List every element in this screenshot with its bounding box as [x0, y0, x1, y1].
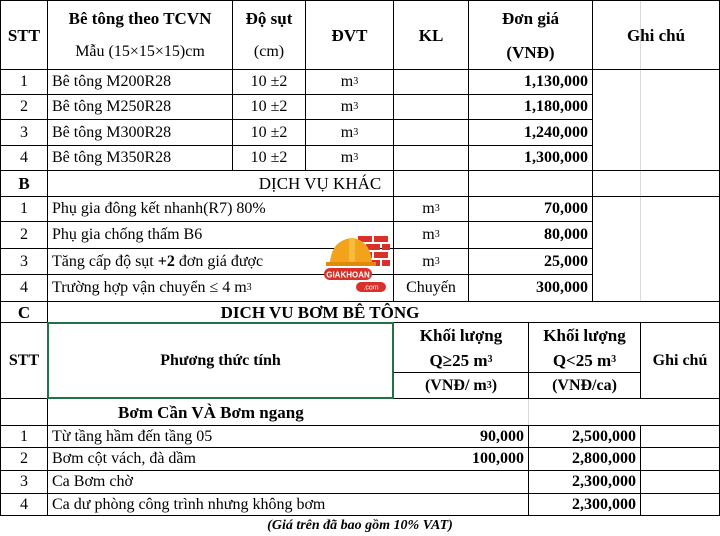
row-v1: 90,000 [480, 427, 524, 445]
row-name: Ca dư phòng công trình nhưng không bơm [52, 495, 326, 513]
row-stt: 2 [20, 450, 28, 467]
row-name: Từ tầng hầm đến tầng 05 [52, 427, 213, 445]
logo-text: GIAKHOAN [326, 270, 370, 280]
row-stt: 2 [20, 98, 28, 115]
row-price: 1,240,000 [524, 123, 588, 141]
row-name: Bê tông M300R28 [52, 123, 172, 141]
header-slump-unit: (cm) [253, 43, 285, 60]
row-price: 300,000 [536, 279, 588, 296]
row-slump: 10 ±2 [250, 123, 288, 141]
header-price-unit: (VNĐ) [506, 42, 555, 62]
header-unit: ĐVT [331, 25, 368, 45]
row-stt: 3 [20, 252, 28, 270]
row-stt: 2 [20, 226, 28, 243]
row-name: Phụ gia chống thấm B6 [52, 226, 203, 243]
row-price: 70,000 [544, 200, 588, 217]
row-v2: 2,300,000 [572, 473, 636, 490]
row-stt: 1 [20, 200, 28, 217]
row-v2: 2,300,000 [572, 495, 636, 513]
pump-header-col2-l1: Khối lượng [543, 326, 626, 345]
row-unit: m 3 [340, 73, 359, 90]
row-price: 1,180,000 [524, 98, 588, 115]
row-stt: 1 [20, 427, 28, 445]
row-unit: m 3 [422, 200, 440, 217]
row-stt: 3 [20, 473, 28, 490]
row-v2: 2,800,000 [572, 450, 636, 467]
row-unit: Chuyến [406, 279, 456, 296]
row-name: Bơm cột vách, đà dầm [52, 450, 196, 467]
row-stt: 4 [20, 495, 28, 513]
row-price: 80,000 [544, 226, 588, 243]
row-v1: 100,000 [472, 450, 524, 467]
row-unit: m 3 [422, 252, 440, 270]
row-slump: 10 ±2 [250, 73, 288, 90]
section-b-code: B [18, 174, 30, 193]
row-price: 1,130,000 [524, 73, 588, 90]
row-name: Bê tông M350R28 [52, 149, 172, 166]
row-slump: 10 ±2 [250, 149, 288, 166]
row-stt: 3 [20, 123, 28, 141]
row-name: Phụ gia đông kết nhanh(R7) 80% [52, 200, 266, 217]
header-slump: Độ sụt [245, 8, 293, 28]
row-unit: m 3 [340, 98, 359, 115]
row-unit: m 3 [340, 123, 359, 141]
header-note: Ghi chú [626, 25, 686, 45]
giakhoan-logo [322, 228, 392, 298]
logo-suffix: .com [363, 284, 379, 292]
row-stt: 1 [20, 73, 28, 90]
pump-header-col2-l2: Q<25 m 3 [552, 350, 617, 370]
header-price: Đơn giá [501, 8, 560, 28]
pump-header-col1-unit: (VNĐ/ m 3 ) [424, 376, 498, 394]
row-unit: m 3 [422, 226, 440, 243]
selected-cell[interactable] [47, 322, 394, 399]
hard-hat-icon [326, 238, 376, 266]
row-price: 25,000 [544, 252, 588, 270]
row-v2: 2,500,000 [572, 427, 636, 445]
row-unit: m 3 [340, 149, 359, 166]
section-b-title: DỊCH VỤ KHÁC [258, 174, 382, 193]
pump-header-col1-l2: Q≥25 m 3 [429, 350, 493, 370]
header-sample: Mẫu (15×15×15)cm [75, 43, 205, 60]
header-stt: STT [7, 25, 41, 45]
header-kl: KL [418, 25, 444, 45]
section-c-code: C [17, 302, 31, 322]
row-name: Tăng cấp độ sụt +2 đơn giá được [52, 252, 264, 270]
row-stt: 4 [20, 279, 28, 296]
pump-header-col1-l1: Khối lượng [419, 326, 503, 345]
header-concrete-title: Bê tông theo TCVN [68, 8, 212, 28]
pump-header-stt: STT [8, 351, 40, 369]
row-price: 1,300,000 [524, 149, 588, 166]
pump-header-note: Ghi chú [652, 351, 708, 369]
section-c-title: DICH VU BƠM BÊ TÔNG [220, 302, 420, 322]
row-name: Ca Bơm chờ [52, 473, 133, 490]
row-name: Trường hợp vận chuyển ≤ 4 m 3 [52, 279, 252, 296]
footer-note: (Giá trên đã bao gồm 10% VAT) [267, 518, 453, 533]
row-name: Bê tông M200R28 [52, 73, 172, 90]
row-slump: 10 ±2 [250, 98, 288, 115]
pump-header-col2-unit: (VNĐ/ca) [552, 376, 617, 394]
row-stt: 4 [20, 149, 28, 166]
row-name: Bê tông M250R28 [52, 98, 172, 115]
pump-group-title: Bơm Cần VÀ Bơm ngang [118, 402, 304, 422]
pump-header-method: Phương thức tính [160, 351, 281, 369]
